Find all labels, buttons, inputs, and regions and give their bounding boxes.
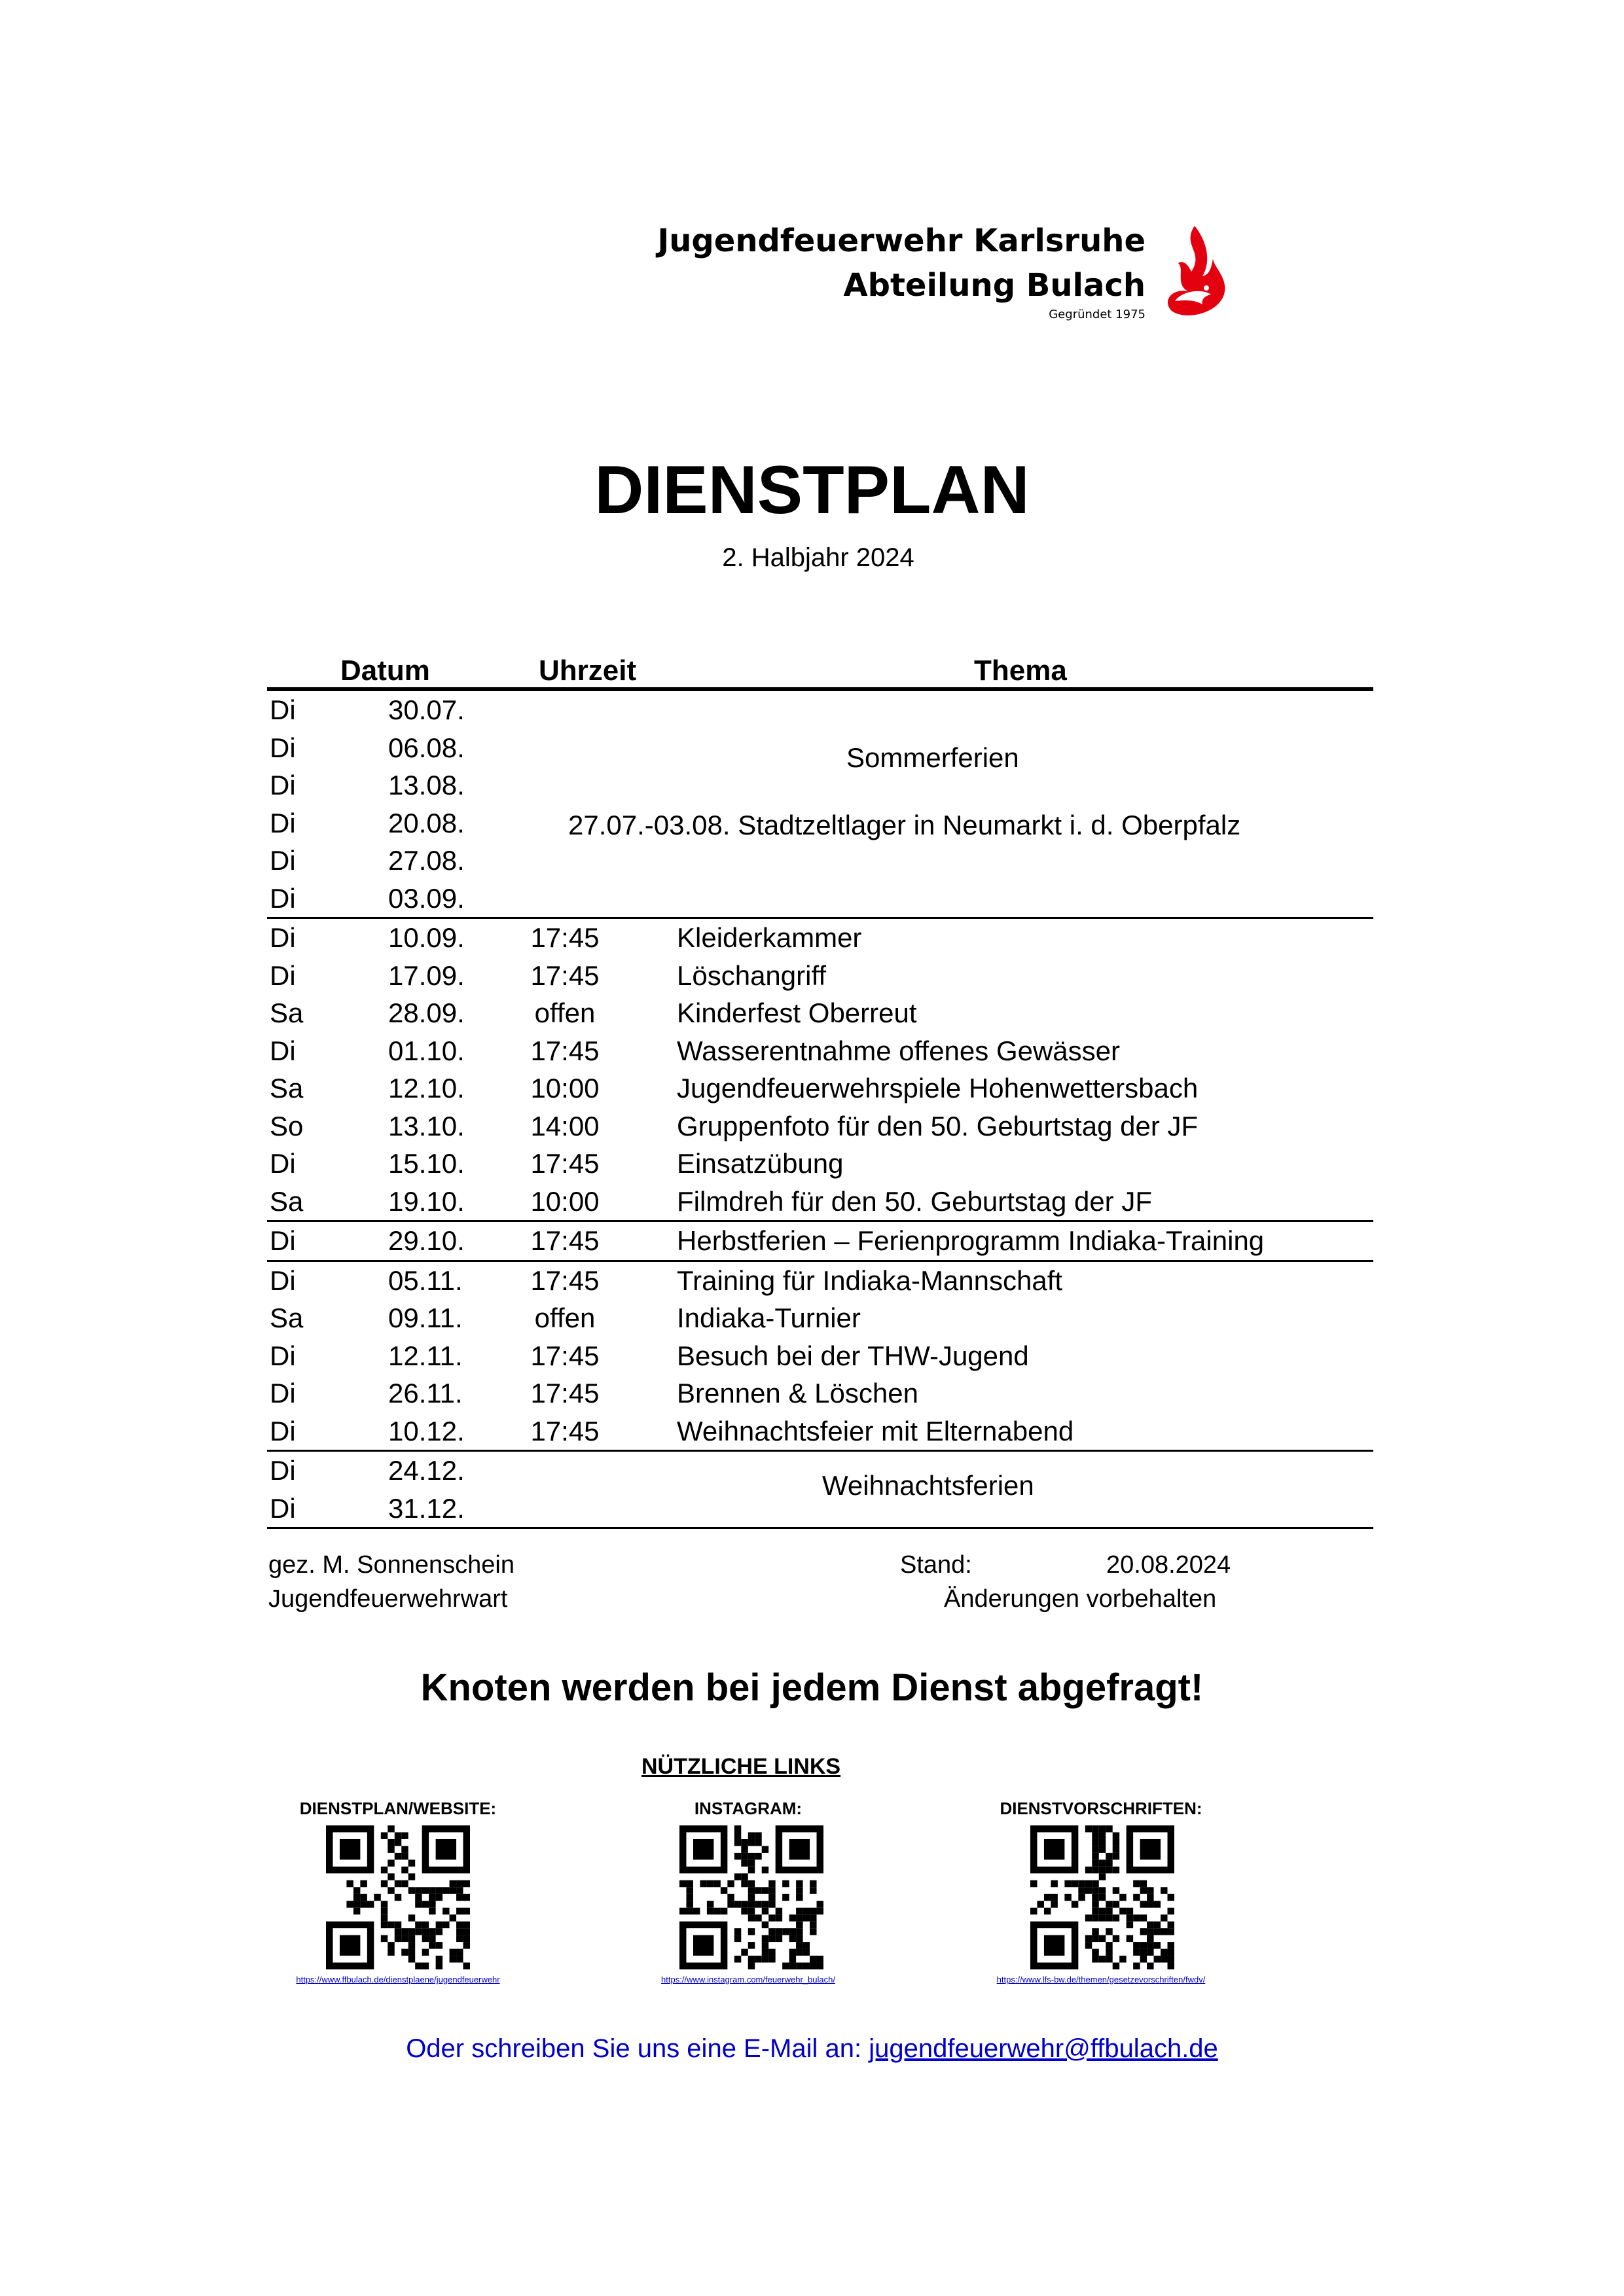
qr-code-icon: [1030, 1825, 1174, 1969]
link-regulations[interactable]: [937, 1799, 1265, 1984]
org-name: Jugendfeuerwehr Karlsruhe: [657, 223, 1146, 259]
mail-link[interactable]: jugendfeuerwehr@ffbulach.de: [869, 2034, 1218, 2063]
table-row: [267, 1222, 1373, 1260]
row-day: Di: [270, 1225, 296, 1256]
link-website[interactable]: [234, 1799, 562, 1984]
table-header: [267, 655, 1373, 691]
row-topic: Kinderfest Oberreut: [677, 997, 917, 1028]
winter-group: [267, 1262, 1373, 1450]
row-date: 17.09.: [388, 960, 465, 991]
link-url[interactable]: https://www.ffbulach.de/dienstplaene/jugendfeuerwehr: [296, 1975, 500, 1984]
row-date: 31.12.: [388, 1492, 465, 1524]
row-day: Di: [270, 1340, 296, 1371]
row-date: 13.10.: [388, 1110, 465, 1141]
row-day: Di: [270, 694, 296, 725]
link-url[interactable]: https://www.instagram.com/feuerwehr_bulach/: [661, 1975, 835, 1984]
row-topic: Jugendfeuerwehrspiele Hohenwettersbach: [677, 1073, 1199, 1103]
row-day: Di: [270, 1415, 296, 1446]
table-row: [267, 842, 1373, 880]
row-day: Sa: [270, 997, 304, 1028]
row-topic: Einsatzübung: [677, 1148, 844, 1179]
links-heading: NÜTZLICHE LINKS: [641, 1754, 841, 1779]
header-date: Datum: [340, 655, 430, 687]
row-time: offen: [534, 1302, 596, 1333]
page-subtitle: 2. Halbjahr 2024: [722, 543, 914, 572]
row-topic: Filmdreh für den 50. Geburtstag der JF: [677, 1185, 1152, 1217]
row-date: 19.10.: [388, 1185, 465, 1217]
row-time: 17:45: [530, 1225, 600, 1256]
row-date: 28.09.: [388, 997, 465, 1028]
qr-code-icon: [679, 1825, 823, 1969]
link-url[interactable]: https://www.lfs-bw.de/themen/gesetzevorschriften/fwdv/: [996, 1975, 1206, 1984]
row-topic: Indiaka-Turnier: [677, 1302, 861, 1333]
stand-date: 20.08.2024: [1106, 1551, 1231, 1579]
header-time: Uhrzeit: [539, 655, 637, 687]
row-time: 17:45: [530, 1378, 600, 1408]
table-row: [267, 1337, 1373, 1375]
row-date: 30.07.: [388, 694, 465, 725]
row-time: 17:45: [530, 922, 600, 953]
row-topic: Löschangriff: [677, 960, 827, 991]
row-day: Di: [270, 1148, 296, 1179]
row-day: Di: [270, 732, 296, 763]
row-time: 17:45: [530, 1415, 600, 1446]
row-time: 10:00: [530, 1185, 600, 1217]
row-topic: Training für Indiaka-Mannschaft: [677, 1265, 1063, 1296]
row-time: 10:00: [530, 1073, 600, 1103]
table-row: [267, 994, 1373, 1032]
table-row: [267, 691, 1373, 729]
row-date: 27.08.: [388, 845, 465, 876]
page-title: DIENSTPLAN: [594, 452, 1030, 528]
row-day: Di: [270, 960, 296, 991]
row-time: 17:45: [530, 960, 600, 991]
org-founded: Gegründet 1975: [1049, 308, 1146, 321]
row-day: Di: [270, 922, 296, 953]
row-topic: Kleiderkammer: [677, 922, 862, 953]
row-topic: Herbstferien – Ferienprogramm Indiaka-Training: [677, 1225, 1265, 1256]
row-topic: Besuch bei der THW-Jugend: [677, 1340, 1029, 1371]
row-date: 10.12.: [388, 1415, 465, 1446]
row-date: 12.11.: [388, 1340, 463, 1371]
table-row: [267, 1412, 1373, 1450]
row-date: 13.08.: [388, 770, 465, 800]
row-time: 17:45: [530, 1265, 600, 1296]
row-time: offen: [534, 997, 596, 1028]
link-instagram[interactable]: [585, 1799, 912, 1984]
row-day: Di: [270, 807, 296, 838]
org-department: Abteilung Bulach: [843, 267, 1146, 304]
table-row: [267, 1032, 1373, 1070]
link-label: INSTAGRAM:: [694, 1799, 803, 1818]
row-day: Di: [270, 770, 296, 800]
mail-prefix: Oder schreiben Sie uns eine E-Mail an:: [406, 2034, 869, 2063]
row-time: 17:45: [530, 1035, 600, 1066]
row-day: Di: [270, 1035, 296, 1066]
org-header: [655, 216, 1231, 327]
qr-code-icon: [326, 1825, 470, 1969]
row-date: 06.08.: [388, 732, 465, 763]
knots-notice: Knoten werden bei jedem Dienst abgefragt!: [420, 1666, 1204, 1709]
summer-holiday-note: Sommerferien: [846, 742, 1019, 773]
table-row: [267, 919, 1373, 957]
table-row: [267, 957, 1373, 995]
row-topic: Weihnachtsfeier mit Elternabend: [677, 1415, 1074, 1446]
table-row: [267, 1145, 1373, 1183]
table-row: [267, 1107, 1373, 1145]
table-row: [267, 1262, 1373, 1300]
row-day: Sa: [270, 1073, 304, 1103]
camp-note: 27.07.-03.08. Stadtzeltlager in Neumarkt i. d. Oberpfalz: [568, 810, 1241, 840]
row-day: Di: [270, 1455, 296, 1486]
row-date: 20.08.: [388, 807, 465, 838]
row-day: Sa: [270, 1302, 304, 1333]
summer-group: [267, 691, 1373, 917]
table-row: [267, 880, 1373, 918]
row-date: 03.09.: [388, 882, 465, 914]
contact-line: [0, 2034, 1624, 2064]
flame-lion-logo-icon: [1155, 223, 1231, 317]
table-row: [267, 1183, 1373, 1221]
signature-name: gez. M. Sonnenschein: [268, 1551, 515, 1579]
row-date: 09.11.: [388, 1302, 463, 1333]
row-date: 12.10.: [388, 1073, 465, 1103]
autumn-holiday-group: [267, 1222, 1373, 1260]
row-day: So: [270, 1110, 304, 1141]
row-date: 26.11.: [388, 1378, 463, 1408]
link-label: DIENSTVORSCHRIFTEN:: [1000, 1799, 1202, 1818]
table-row: [267, 1374, 1373, 1412]
christmas-holiday-note: Weihnachtsferien: [822, 1470, 1034, 1501]
row-date: 24.12.: [388, 1455, 465, 1486]
disclaimer: Änderungen vorbehalten: [944, 1585, 1217, 1613]
row-topic: Brennen & Löschen: [677, 1378, 918, 1408]
row-day: Di: [270, 1492, 296, 1524]
row-topic: Gruppenfoto für den 50. Geburtstag der JF: [677, 1110, 1199, 1141]
row-topic: Wasserentnahme offenes Gewässer: [677, 1035, 1121, 1066]
stand-label: Stand:: [900, 1551, 972, 1579]
row-day: Di: [270, 1265, 296, 1296]
row-day: Sa: [270, 1185, 304, 1217]
row-date: 15.10.: [388, 1148, 465, 1179]
row-day: Di: [270, 845, 296, 876]
autumn-group: [267, 919, 1373, 1220]
table-row: [267, 1299, 1373, 1337]
table-row: [267, 1069, 1373, 1107]
schedule-table: [267, 655, 1373, 1529]
divider: [267, 1527, 1373, 1529]
row-time: 17:45: [530, 1148, 600, 1179]
row-time: 17:45: [530, 1340, 600, 1371]
link-label: DIENSTPLAN/WEBSITE:: [299, 1799, 497, 1818]
row-day: Di: [270, 1378, 296, 1408]
signature-role: Jugendfeuerwehrwart: [268, 1585, 508, 1613]
christmas-group: [267, 1452, 1373, 1527]
row-time: 14:00: [530, 1110, 600, 1141]
row-date: 29.10.: [388, 1225, 465, 1256]
row-date: 05.11.: [388, 1265, 463, 1296]
row-date: 01.10.: [388, 1035, 465, 1066]
row-day: Di: [270, 882, 296, 914]
row-date: 10.09.: [388, 922, 465, 953]
header-topic: Thema: [974, 655, 1067, 687]
